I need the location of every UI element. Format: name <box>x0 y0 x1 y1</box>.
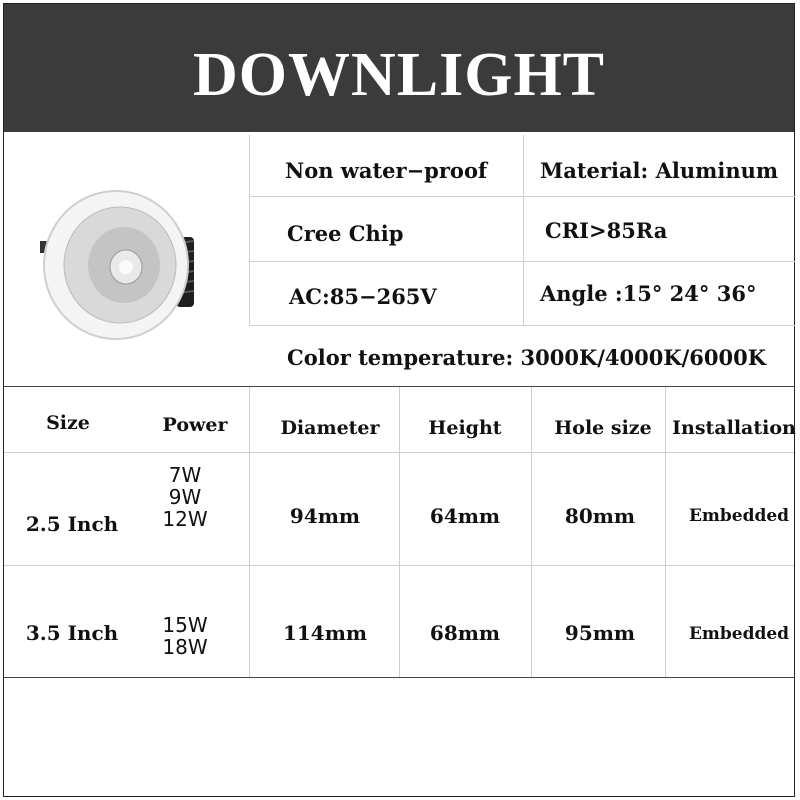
grid-line <box>523 135 524 325</box>
row2-hole-size: 95mm <box>564 621 636 645</box>
grid-line <box>249 196 795 197</box>
grid-line <box>4 565 794 566</box>
header-power: Power <box>162 414 228 436</box>
header-banner <box>4 4 794 132</box>
header-hole-size: Hole size <box>554 417 652 439</box>
grid-line <box>249 135 250 325</box>
grid-line <box>531 387 532 677</box>
grid-line <box>399 387 400 677</box>
grid-line <box>665 387 666 677</box>
row1-hole-size: 80mm <box>564 504 636 528</box>
row1-installation: Embedded <box>688 506 790 526</box>
power-value: 9W <box>168 485 202 509</box>
row1-size: 2.5 Inch <box>25 512 119 536</box>
row1-diameter: 94mm <box>289 504 361 528</box>
header-height: Height <box>428 417 502 439</box>
grid-line <box>249 325 795 326</box>
row1-height: 64mm <box>429 504 501 528</box>
row2-power <box>150 614 220 658</box>
grid-line <box>249 387 250 677</box>
header-installation: Installation <box>672 417 796 439</box>
feature-material: Material: Aluminum <box>540 158 779 183</box>
row2-size: 3.5 Inch <box>25 621 119 645</box>
power-value: 18W <box>162 635 208 659</box>
grid-line <box>249 261 795 262</box>
feature-voltage: AC:85−265V <box>289 284 437 309</box>
grid-line <box>4 452 794 453</box>
feature-chip: Cree Chip <box>287 221 404 246</box>
page-title: DOWNLIGHT <box>192 41 606 109</box>
power-value: 12W <box>162 507 208 531</box>
feature-cri: CRI>85Ra <box>545 218 668 243</box>
power-value: 15W <box>162 613 208 637</box>
feature-waterproof: Non water−proof <box>285 158 487 183</box>
table-bottom-border <box>4 677 794 678</box>
row2-height: 68mm <box>429 621 501 645</box>
header-diameter: Diameter <box>280 417 380 439</box>
row2-diameter: 114mm <box>282 621 368 645</box>
feature-angle: Angle :15° 24° 36° <box>540 281 757 306</box>
feature-color-temperature: Color temperature: 3000K/4000K/6000K <box>287 345 766 370</box>
header-size: Size <box>46 412 90 434</box>
power-value: 7W <box>168 463 202 487</box>
downlight-image <box>38 185 208 355</box>
row2-installation: Embedded <box>688 624 790 644</box>
row1-power <box>150 464 220 530</box>
